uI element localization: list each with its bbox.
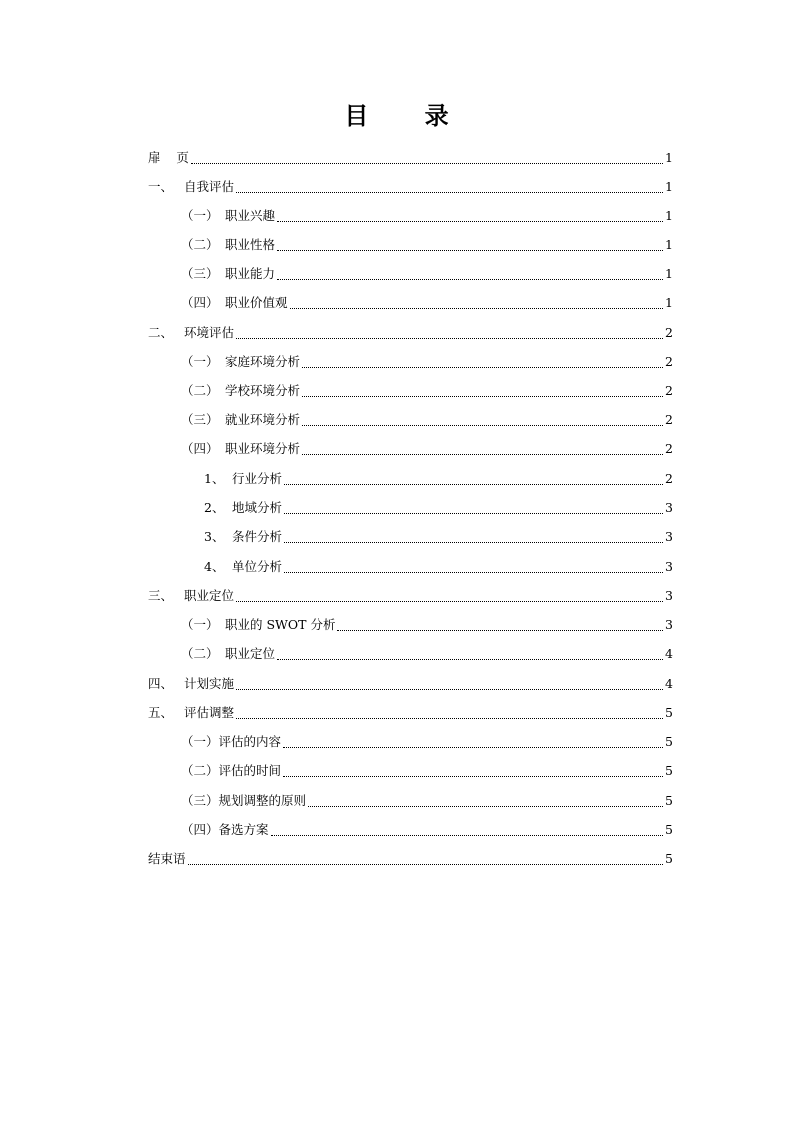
toc-entry-school-environment[interactable] xyxy=(181,381,673,401)
toc-entry-label: 职业定位 xyxy=(184,588,235,603)
dot-leader xyxy=(302,453,663,455)
toc-entry-page: 2 xyxy=(665,325,673,340)
toc-entry-label: 地域分析 xyxy=(232,500,283,515)
toc-entry-adjustment-principles[interactable] xyxy=(181,791,673,811)
toc-entry-page: 4 xyxy=(665,676,673,691)
toc-entry-number: 3、 xyxy=(204,529,225,544)
toc-entry-career-interest[interactable] xyxy=(181,206,673,226)
toc-entry-plan-implementation[interactable] xyxy=(148,674,673,694)
dot-leader xyxy=(236,191,663,193)
dot-leader xyxy=(337,629,663,631)
toc-entry-page: 1 xyxy=(665,295,673,310)
toc-entry-employment-environment[interactable] xyxy=(181,410,673,430)
toc-entry-career-ability[interactable] xyxy=(181,264,673,284)
toc-entry-positioning[interactable] xyxy=(181,644,673,664)
toc-entry-swot-analysis[interactable] xyxy=(181,615,673,635)
toc-entry-page: 3 xyxy=(665,500,673,515)
toc-entry-career-personality[interactable] xyxy=(181,235,673,255)
dot-leader xyxy=(277,658,663,660)
toc-entry-number: （四） xyxy=(181,822,219,837)
toc-entry-page: 1 xyxy=(665,208,673,223)
toc-entry-number: 1、 xyxy=(204,471,225,486)
toc-entry-page: 3 xyxy=(665,588,673,603)
toc-entry-label: 职业的 SWOT 分析 xyxy=(225,617,336,632)
toc-entry-page: 2 xyxy=(665,471,673,486)
toc-entry-label: 规划调整的原则 xyxy=(218,793,307,808)
toc-entry-number: 一、 xyxy=(148,179,174,194)
toc-entry-career-environment[interactable] xyxy=(181,439,673,459)
dot-leader xyxy=(308,805,663,807)
toc-entry-label: 职业能力 xyxy=(225,266,276,281)
toc-entry-family-environment[interactable] xyxy=(181,352,673,372)
toc-entry-page: 5 xyxy=(665,763,673,778)
toc-entry-label: 职业定位 xyxy=(225,646,276,661)
dot-leader xyxy=(277,278,663,280)
toc-entry-number: 2、 xyxy=(204,500,225,515)
dot-leader xyxy=(284,483,663,485)
dot-leader xyxy=(283,775,663,777)
toc-entry-label: 学校环境分析 xyxy=(225,383,301,398)
dot-leader xyxy=(188,863,664,865)
toc-entry-number: （四） xyxy=(181,295,219,310)
toc-entry-page: 2 xyxy=(665,441,673,456)
dot-leader xyxy=(277,220,663,222)
toc-entry-career-positioning[interactable] xyxy=(148,586,673,606)
toc-entry-number: （二） xyxy=(181,646,219,661)
toc-entry-label: 条件分析 xyxy=(232,529,283,544)
toc-entry-evaluation-time[interactable] xyxy=(181,761,673,781)
toc-entry-label: 职业环境分析 xyxy=(225,441,301,456)
dot-leader xyxy=(236,600,663,602)
dot-leader xyxy=(284,541,663,543)
toc-entry-label: 计划实施 xyxy=(184,676,235,691)
dot-leader xyxy=(284,512,663,514)
toc-entry-label: 行业分析 xyxy=(232,471,283,486)
toc-entry-number: 二、 xyxy=(148,325,174,340)
toc-entry-page: 1 xyxy=(665,237,673,252)
toc-entry-number: （二） xyxy=(181,763,219,778)
toc-entry-page: 3 xyxy=(665,617,673,632)
toc-entry-number: （三） xyxy=(181,412,219,427)
toc-entry-label: 职业兴趣 xyxy=(225,208,276,223)
toc-entry-page: 5 xyxy=(665,822,673,837)
toc-entry-number: （一） xyxy=(181,208,219,223)
toc-entry-page: 2 xyxy=(665,383,673,398)
dot-leader xyxy=(290,307,664,309)
toc-entry-condition-analysis[interactable] xyxy=(204,527,673,547)
dot-leader xyxy=(283,746,663,748)
toc-entry-page: 1 xyxy=(665,179,673,194)
toc-entry-label: 家庭环境分析 xyxy=(225,354,301,369)
toc-entry-number: 4、 xyxy=(204,559,225,574)
toc-entry-number: （三） xyxy=(181,793,219,808)
toc-entry-page: 2 xyxy=(665,354,673,369)
toc-entry-label: 职业价值观 xyxy=(225,295,288,310)
toc-entry-label: 备选方案 xyxy=(218,822,269,837)
toc-entry-label: 评估的内容 xyxy=(218,734,282,749)
dot-leader xyxy=(191,162,663,164)
toc-entry-label: 环境评估 xyxy=(184,325,235,340)
toc-entry-number: （二） xyxy=(181,237,219,252)
toc-entry-page: 5 xyxy=(665,851,673,866)
toc-entry-label: 评估的时间 xyxy=(218,763,282,778)
toc-entry-number: （一） xyxy=(181,354,219,369)
toc-entry-label: 自我评估 xyxy=(184,179,235,194)
toc-entry-number: （三） xyxy=(181,266,219,281)
dot-leader xyxy=(302,366,663,368)
toc-entry-number: （二） xyxy=(181,383,219,398)
toc-entry-evaluation-content[interactable] xyxy=(181,732,673,752)
dot-leader xyxy=(277,249,663,251)
toc-entry-page: 5 xyxy=(665,734,673,749)
dot-leader xyxy=(236,717,663,719)
toc-entry-page: 5 xyxy=(665,793,673,808)
toc-entry-page: 2 xyxy=(665,412,673,427)
toc-entry-career-values[interactable] xyxy=(181,293,673,313)
toc-entry-label: 评估调整 xyxy=(184,705,235,720)
toc-entry-label: 扉 页 xyxy=(148,150,189,165)
toc-entry-cover[interactable] xyxy=(148,148,673,168)
toc-entry-label: 单位分析 xyxy=(232,559,283,574)
toc-entry-number: 五、 xyxy=(148,705,174,720)
toc-entry-label: 结束语 xyxy=(148,851,186,866)
toc-entry-page: 1 xyxy=(665,150,673,165)
toc-entry-page: 3 xyxy=(665,559,673,574)
toc-entry-number: （一） xyxy=(181,617,219,632)
toc-entry-environment-assessment[interactable] xyxy=(148,323,673,343)
toc-entry-industry-analysis[interactable] xyxy=(204,469,673,489)
toc-entry-region-analysis[interactable] xyxy=(204,498,673,518)
toc-entry-employer-analysis[interactable] xyxy=(204,557,673,577)
toc-entry-alternative-plan[interactable] xyxy=(181,820,673,840)
toc-entry-number: （一） xyxy=(181,734,219,749)
toc-entry-number: 三、 xyxy=(148,588,174,603)
dot-leader xyxy=(302,395,663,397)
toc-entry-page: 5 xyxy=(665,705,673,720)
dot-leader xyxy=(271,834,664,836)
toc-title: 目 录 xyxy=(344,102,473,130)
toc-entry-self-assessment[interactable] xyxy=(148,177,673,197)
toc-entry-number: （四） xyxy=(181,441,219,456)
toc-entry-page: 1 xyxy=(665,266,673,281)
toc-entry-number: 四、 xyxy=(148,676,174,691)
dot-leader xyxy=(236,688,663,690)
dot-leader xyxy=(236,337,663,339)
toc-entry-page: 3 xyxy=(665,529,673,544)
toc-entry-conclusion[interactable] xyxy=(148,849,673,869)
dot-leader xyxy=(302,424,663,426)
toc-entry-page: 4 xyxy=(665,646,673,661)
dot-leader xyxy=(284,571,663,573)
toc-entry-label: 就业环境分析 xyxy=(225,412,301,427)
toc-entry-label: 职业性格 xyxy=(225,237,276,252)
toc-entry-evaluation-adjustment[interactable] xyxy=(148,703,673,723)
